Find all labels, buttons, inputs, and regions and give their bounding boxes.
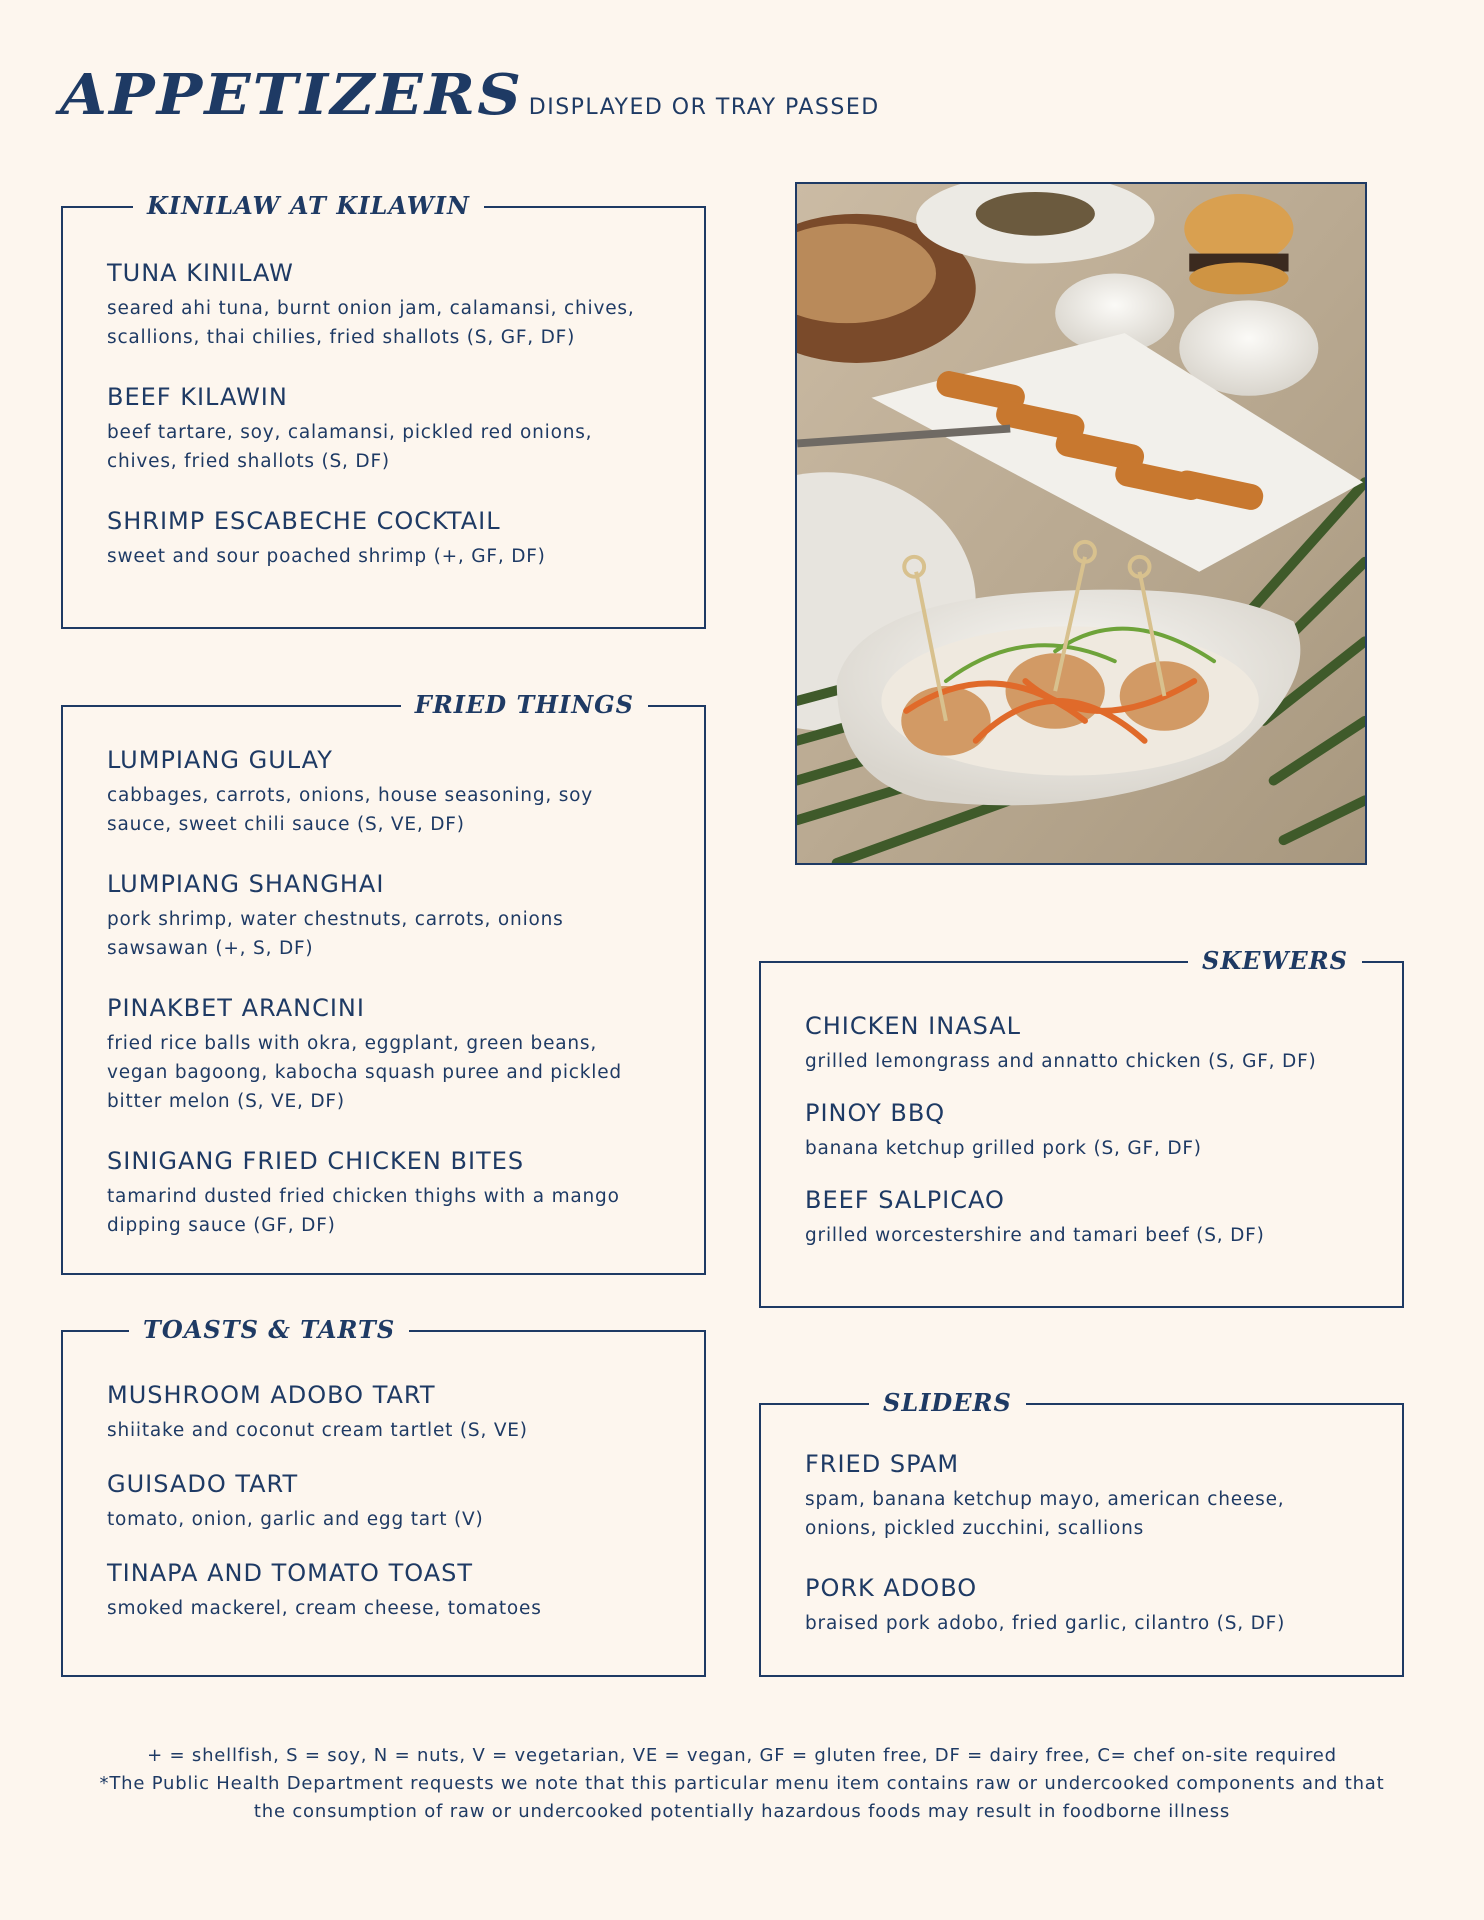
menu-item xyxy=(107,1469,674,1534)
menu-item xyxy=(805,1449,1372,1543)
food-photo xyxy=(795,182,1367,865)
section-kinilaw xyxy=(61,191,706,629)
item-description: grilled lemongrass and annatto chicken (S, GF, DF) xyxy=(805,1051,1317,1072)
item-name: PINAKBET ARANCINI xyxy=(107,994,365,1022)
item-name: LUMPIANG SHANGHAI xyxy=(107,870,385,898)
health-notice: the consumption of raw or undercooked potentially hazardous foods may result in foodborne illness xyxy=(253,1801,1231,1822)
item-description: pork shrimp, water chestnuts, carrots, onions xyxy=(107,909,564,930)
page-header xyxy=(60,62,880,128)
item-description: tomato, onion, garlic and egg tart (V) xyxy=(107,1509,484,1530)
item-description: onions, pickled zucchini, scallions xyxy=(805,1518,1145,1539)
menu-item xyxy=(107,745,674,839)
page-subtitle: DISPLAYED OR TRAY PASSED xyxy=(528,95,880,120)
item-description: bitter melon (S, VE, DF) xyxy=(107,1091,345,1112)
menu-item xyxy=(107,258,674,352)
item-description: dipping sauce (GF, DF) xyxy=(107,1215,336,1236)
section-title: FRIED THINGS xyxy=(401,685,648,725)
section-fried-things xyxy=(61,690,706,1275)
item-description: sauce, sweet chili sauce (S, VE, DF) xyxy=(107,814,465,835)
health-notice: *The Public Health Department requests we note that this particular menu item contains raw or undercooked components and that xyxy=(99,1773,1385,1794)
item-name: BEEF KILAWIN xyxy=(107,383,288,411)
section-skewers xyxy=(759,946,1404,1308)
item-description: scallions, thai chilies, fried shallots (S, GF, DF) xyxy=(107,327,576,348)
item-name: TINAPA AND TOMATO TOAST xyxy=(107,1559,474,1587)
item-description: tamarind dusted fried chicken thighs with a mango xyxy=(107,1186,620,1207)
item-name: SHRIMP ESCABECHE COCKTAIL xyxy=(107,507,501,535)
item-description: cabbages, carrots, onions, house seasoning, soy xyxy=(107,785,594,806)
menu-item xyxy=(107,506,674,571)
item-description: shiitake and coconut cream tartlet (S, VE) xyxy=(107,1420,528,1441)
food-photo-illustration xyxy=(797,184,1365,863)
menu-item xyxy=(805,1011,1372,1076)
section-title: SLIDERS xyxy=(869,1383,1026,1423)
item-name: GUISADO TART xyxy=(107,1470,299,1498)
section-sliders xyxy=(759,1388,1404,1677)
menu-item xyxy=(107,1558,674,1623)
dietary-footer xyxy=(80,1742,1404,1826)
item-name: SINIGANG FRIED CHICKEN BITES xyxy=(107,1147,525,1175)
menu-item xyxy=(107,382,674,476)
section-title: KINILAW AT KILAWIN xyxy=(133,186,484,226)
menu-item xyxy=(805,1573,1372,1638)
item-description: braised pork adobo, fried garlic, cilantro (S, DF) xyxy=(805,1613,1286,1634)
section-title: TOASTS & TARTS xyxy=(129,1310,409,1350)
item-description: vegan bagoong, kabocha squash puree and pickled xyxy=(107,1062,622,1083)
menu-item xyxy=(107,1380,674,1445)
item-name: PINOY BBQ xyxy=(805,1099,946,1127)
item-name: LUMPIANG GULAY xyxy=(107,746,333,774)
item-description: sawsawan (+, S, DF) xyxy=(107,938,314,959)
menu-item xyxy=(805,1185,1372,1250)
item-description: sweet and sour poached shrimp (+, GF, DF) xyxy=(107,546,546,567)
item-description: chives, fried shallots (S, DF) xyxy=(107,451,390,472)
dietary-legend: + = shellfish, S = soy, N = nuts, V = vegetarian, VE = vegan, GF = gluten free, DF = dairy free, C= chef on-site required xyxy=(147,1745,1337,1766)
item-name: MUSHROOM ADOBO TART xyxy=(107,1381,436,1409)
page-title: APPETIZERS xyxy=(60,62,524,128)
item-name: BEEF SALPICAO xyxy=(805,1186,1005,1214)
item-description: grilled worcestershire and tamari beef (S, DF) xyxy=(805,1225,1265,1246)
item-name: FRIED SPAM xyxy=(805,1450,960,1478)
menu-item xyxy=(107,869,674,963)
section-toasts-tarts xyxy=(61,1315,706,1677)
item-description: fried rice balls with okra, eggplant, green beans, xyxy=(107,1033,598,1054)
item-description: banana ketchup grilled pork (S, GF, DF) xyxy=(805,1138,1202,1159)
menu-item xyxy=(107,993,674,1116)
item-description: spam, banana ketchup mayo, american cheese, xyxy=(805,1489,1285,1510)
section-title: SKEWERS xyxy=(1188,941,1362,981)
item-description: beef tartare, soy, calamansi, pickled red onions, xyxy=(107,422,593,443)
item-name: TUNA KINILAW xyxy=(107,259,294,287)
menu-item xyxy=(805,1098,1372,1163)
item-name: PORK ADOBO xyxy=(805,1574,978,1602)
item-description: seared ahi tuna, burnt onion jam, calamansi, chives, xyxy=(107,298,635,319)
item-name: CHICKEN INASAL xyxy=(805,1012,1022,1040)
menu-item xyxy=(107,1146,674,1240)
item-description: smoked mackerel, cream cheese, tomatoes xyxy=(107,1598,542,1619)
